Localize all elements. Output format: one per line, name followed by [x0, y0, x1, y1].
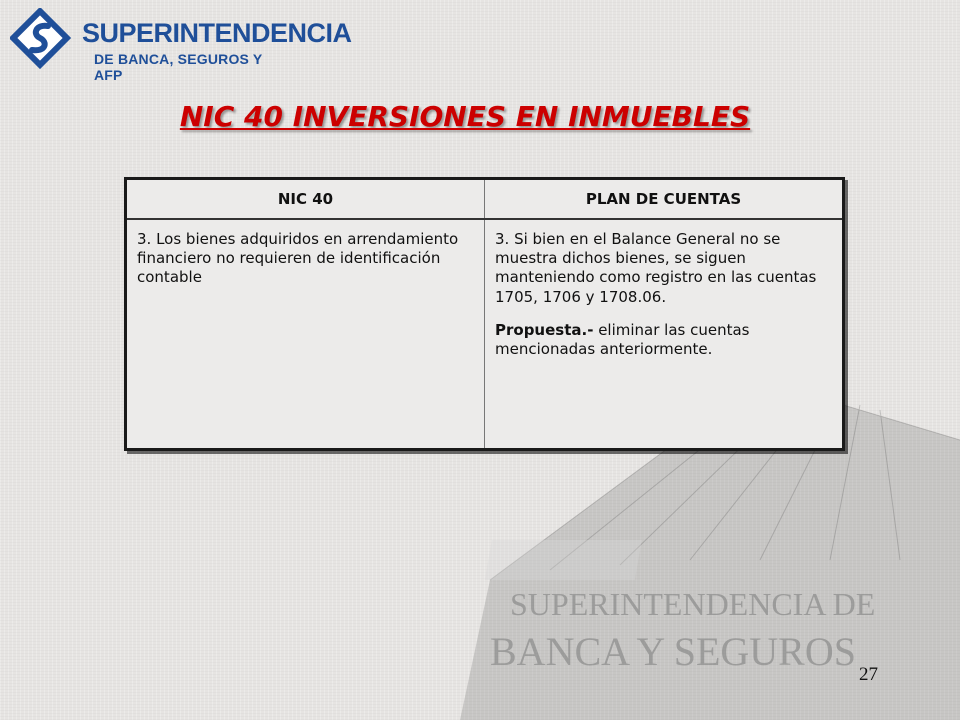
table-header-row [126, 179, 844, 220]
logo-title: SUPERINTENDENCIA [82, 18, 352, 48]
comparison-table [124, 177, 845, 451]
logo [10, 8, 352, 83]
header-nic40: NIC 40 [126, 179, 485, 220]
watermark-line2: BANCA Y SEGUROS [490, 629, 856, 674]
propuesta-text: eliminar las cuentas mencionadas anteriormente. [495, 320, 750, 358]
logo-emblem-icon [10, 8, 74, 72]
slide-title: NIC 40 INVERSIONES EN INMUEBLES [179, 100, 751, 133]
cell-nic40-text: 3. Los bienes adquiridos en arrendamiento financiero no requieren de identificación contable [137, 230, 459, 287]
header-plan-de-cuentas: PLAN DE CUENTAS [485, 179, 844, 220]
cell-plan-paragraph-1: 3. Si bien en el Balance General no se muestra dichos bienes, se siguen manteniendo como registro en las cuentas 1705, 1706 y 1708.06. [495, 230, 817, 306]
page-number: 27 [859, 664, 878, 685]
logo-subtitle: DE BANCA, SEGUROS Y AFP [94, 51, 263, 83]
cell-plan-paragraph-2 [495, 321, 832, 359]
cell-plan-de-cuentas [485, 219, 844, 450]
cell-nic40 [126, 219, 485, 450]
watermark-line1: SUPERINTENDENCIA DE [510, 586, 876, 622]
propuesta-label: Propuesta.- [495, 320, 594, 339]
table-row [126, 219, 844, 450]
